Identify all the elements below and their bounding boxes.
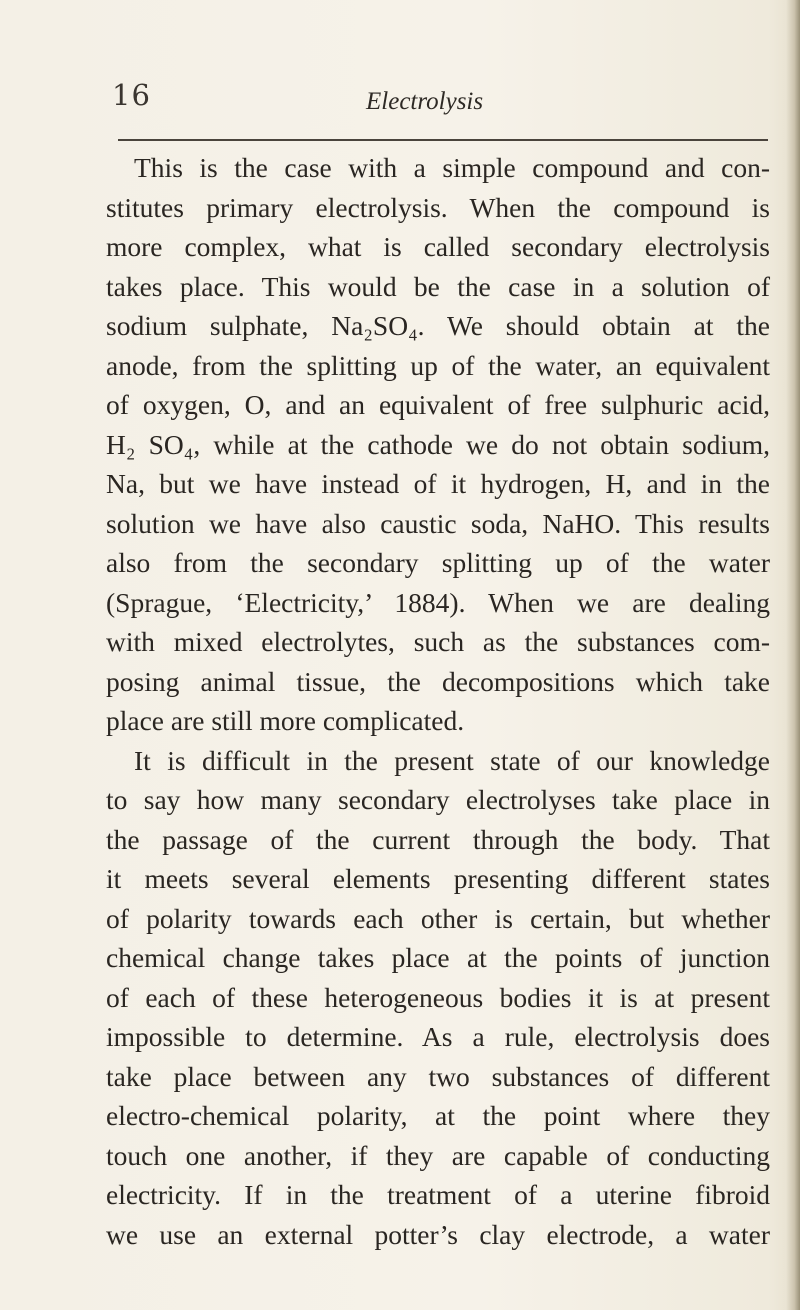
text-line: it meets several elements presenting different states <box>106 863 770 894</box>
text-line: of polarity towards each other is certain, but whether <box>106 902 770 934</box>
text-line: Na, but we have instead of it hydrogen, H, and in the <box>106 468 770 499</box>
text-line: we use an external potter’s clay electrode, a water <box>106 1218 770 1250</box>
header-rule <box>118 139 768 141</box>
text-line: with mixed electrolytes, such as the substances com- <box>106 626 770 657</box>
running-head: Electrolysis <box>366 88 484 115</box>
text-line: takes place. This would be the case in a solution of <box>106 270 770 302</box>
text-line: touch one another, if they are capable of conducting <box>106 1139 770 1171</box>
text-line: H₂ SO₄, while at the cathode we do not obtain sodium, <box>106 428 770 460</box>
text-line: take place between any two substances of different <box>106 1060 770 1092</box>
text-line: more complex, what is called secondary electrolysis <box>106 231 770 262</box>
text-line: electricity. If in the treatment of a uterine fibroid <box>106 1179 770 1210</box>
text-line: It is difficult in the present state of our knowledge <box>134 744 770 776</box>
text-line: chemical change takes place at the points of junction <box>106 942 770 973</box>
text-line: of oxygen, O, and an equivalent of free sulphuric acid, <box>106 389 770 420</box>
text-line: place are still more complicated. <box>106 705 465 736</box>
text-line: sodium sulphate, Na₂SO₄. We should obtain at the <box>106 310 770 341</box>
text-line: the passage of the current through the body. That <box>106 823 770 855</box>
text-line: stitutes primary electrolysis. When the compound is <box>106 191 770 223</box>
text-line: (Sprague, ‘Electricity,’ 1884). When we are dealing <box>106 586 770 618</box>
text-line: impossible to determine. As a rule, electrolysis does <box>106 1021 770 1052</box>
text-line: This is the case with a simple compound and con- <box>134 152 770 183</box>
body-text <box>106 148 770 1254</box>
text-line: anode, from the splitting up of the water, an equivalent <box>106 349 770 381</box>
text-line: also from the secondary splitting up of the water <box>106 547 770 578</box>
text-line: of each of these heterogeneous bodies it is at present <box>106 981 770 1013</box>
page-number: 16 <box>112 78 151 112</box>
page-edge-shadow <box>786 0 800 1310</box>
text-line: electro-chemical polarity, at the point where they <box>106 1100 770 1131</box>
text-line: to say how many secondary electrolyses take place in <box>106 784 770 815</box>
text-line: posing animal tissue, the decompositions which take <box>106 665 770 697</box>
text-line: solution we have also caustic soda, NaHO. This results <box>106 507 770 539</box>
